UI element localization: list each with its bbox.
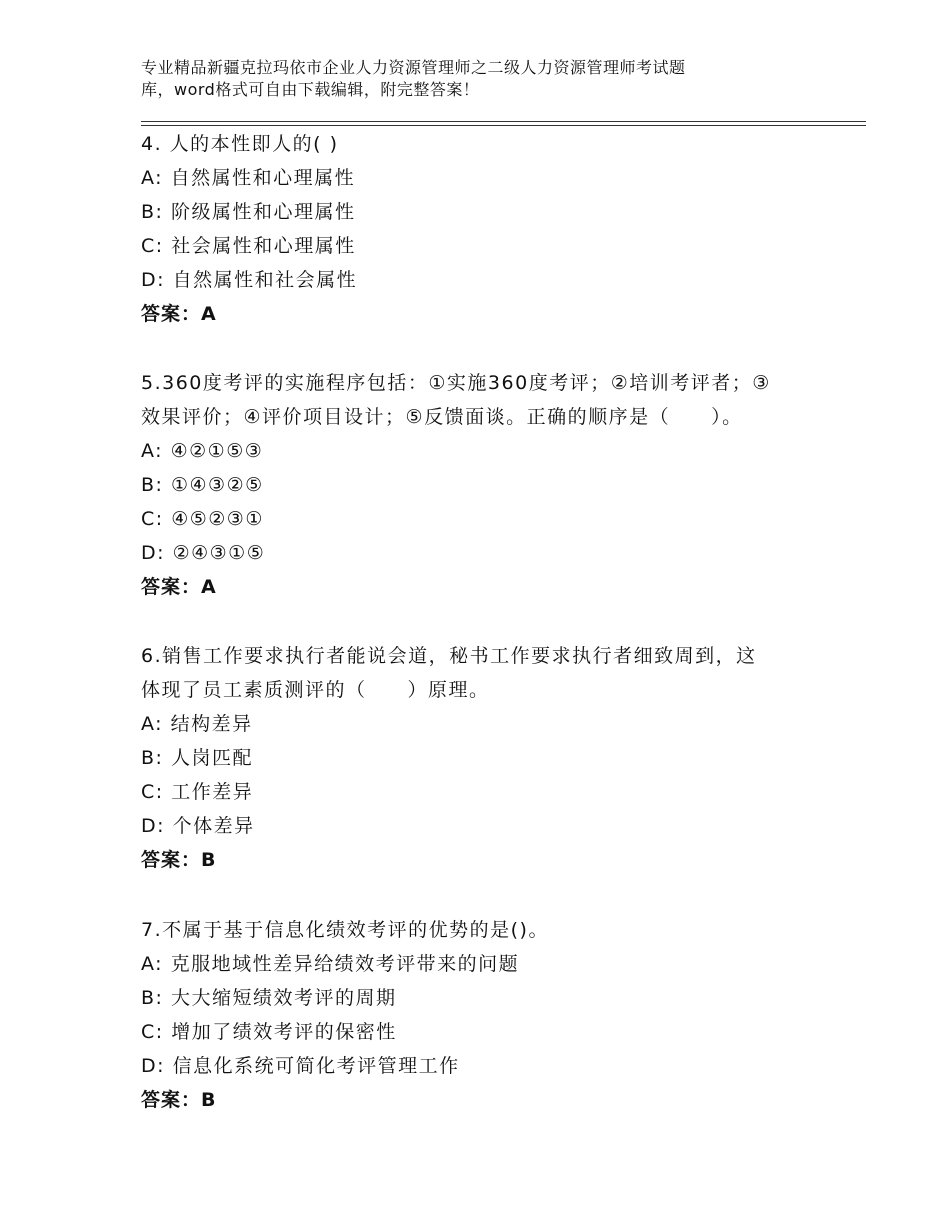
answer-line: 答案：B — [141, 1089, 217, 1111]
question-stem: 5.360度考评的实施程序包括：①实施360度考评；②培训考评者；③ — [141, 372, 771, 394]
option-d: D: 个体差异 — [141, 815, 255, 837]
option-c: C: 工作差异 — [141, 781, 254, 803]
option-d: D: 自然属性和社会属性 — [141, 269, 358, 291]
option-a: A: 克服地域性差异给绩效考评带来的问题 — [141, 953, 520, 975]
header-title-line-2: 库，word格式可自由下载编辑，附完整答案！ — [141, 80, 480, 99]
option-c: C: 社会属性和心理属性 — [141, 235, 356, 257]
question-4 — [141, 127, 831, 331]
header-title-line-1: 专业精品新疆克拉玛依市企业人力资源管理师之二级人力资源管理师考试题 — [141, 58, 686, 77]
header-divider-top — [141, 121, 866, 122]
question-5 — [141, 366, 831, 604]
option-b: B: 大大缩短绩效考评的周期 — [141, 987, 397, 1009]
option-a: A: ④②①⑤③ — [141, 440, 264, 462]
document-header — [141, 57, 801, 101]
option-b: B: 人岗匹配 — [141, 747, 253, 769]
option-b: B: ①④③②⑤ — [141, 474, 264, 496]
option-a: A: 结构差异 — [141, 713, 253, 735]
question-stem-continued: 体现了员工素质测评的（ ）原理。 — [141, 679, 490, 701]
option-b: B: 阶级属性和心理属性 — [141, 201, 356, 223]
question-stem: 6.销售工作要求执行者能说会道，秘书工作要求执行者细致周到，这 — [141, 645, 757, 667]
answer-line: 答案：B — [141, 849, 217, 871]
option-c: C: ④⑤②③① — [141, 508, 264, 530]
question-7 — [141, 913, 831, 1117]
option-d: D: 信息化系统可简化考评管理工作 — [141, 1055, 460, 1077]
header-divider-bottom — [141, 125, 866, 126]
option-a: A: 自然属性和心理属性 — [141, 167, 356, 189]
question-stem-continued: 效果评价；④评价项目设计；⑤反馈面谈。正确的顺序是（ ）。 — [141, 406, 743, 428]
answer-line: 答案：A — [141, 303, 217, 325]
answer-line: 答案：A — [141, 576, 217, 598]
question-stem: 4. 人的本性即人的( ) — [141, 133, 339, 155]
question-6 — [141, 639, 831, 877]
question-stem: 7.不属于基于信息化绩效考评的优势的是()。 — [141, 919, 549, 941]
option-d: D: ②④③①⑤ — [141, 542, 266, 564]
option-c: C: 增加了绩效考评的保密性 — [141, 1021, 397, 1043]
